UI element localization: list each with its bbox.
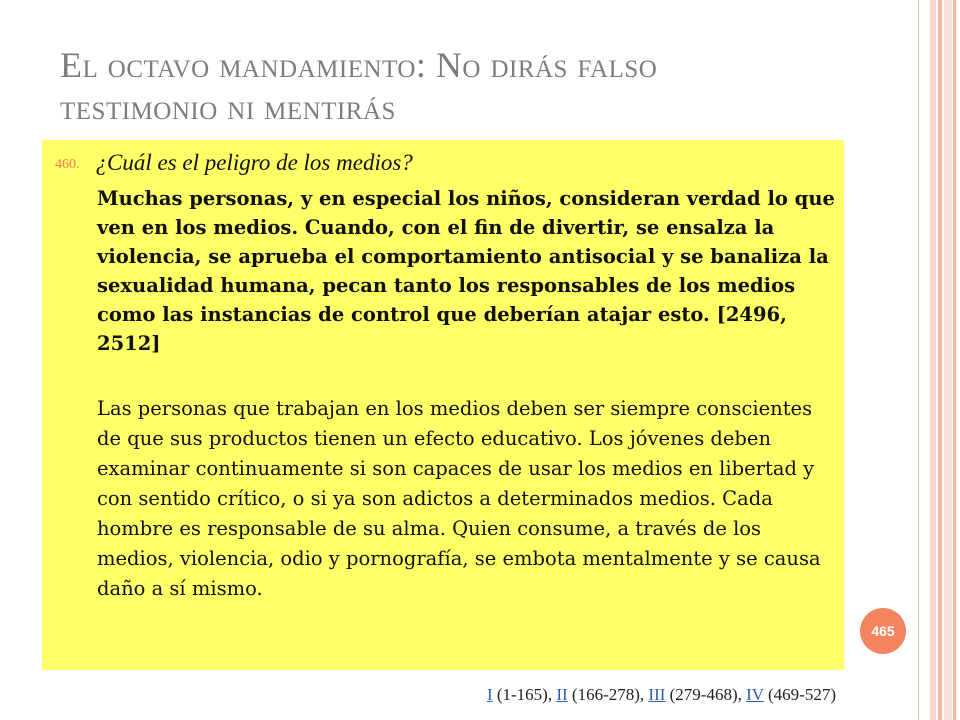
- answer-bold-paragraph: Muchas personas, y en especial los niños, consideran verdad lo que ven en los medios. Cuando, con el fin de divertir, se ensalza la violencia, se aprueba el comportamiento antisocial y se banaliza la sexualidad humana, pecan tanto los responsables de los medios como las instancias de control que deberían atajar esto. [2496, 2512]: [97, 187, 835, 355]
- footer-range-iv: (469-527): [763, 685, 836, 704]
- footer-volume-links: [487, 685, 836, 705]
- footer-link-ii[interactable]: II: [556, 685, 568, 704]
- page-number-badge: 465: [860, 608, 906, 654]
- border-stripe: [930, 0, 936, 720]
- slide-title: [60, 44, 880, 128]
- border-stripe: [944, 0, 952, 720]
- footer-range-iii: (279-468),: [665, 685, 747, 704]
- slide-title-line-2: testimonio ni mentirás: [60, 87, 396, 127]
- border-line: [918, 0, 919, 720]
- footer-link-iv[interactable]: IV: [746, 685, 764, 704]
- answer-paragraph: Las personas que trabajan en los medios deben ser siempre conscientes de que sus productos tienen un efecto educativo. Los jóvenes deben examinar continuamente si son capaces de usar los medios en libertad y con sentido crítico, o si ya son adictos a determinados medios. Cada hombre es responsable de su alma. Quien consume, a través de los medios, violencia, odio y pornografía, se embota mentalmente y se causa daño a sí mismo.: [97, 397, 821, 600]
- footer-link-iii[interactable]: III: [648, 685, 666, 704]
- border-stripe: [938, 0, 942, 720]
- slide-title-line-1: El octavo mandamiento: No dirás falso: [60, 45, 658, 85]
- footer-link-i[interactable]: I: [486, 685, 493, 704]
- question-text: ¿Cuál es el peligro de los medios?: [95, 150, 413, 175]
- footer-range-ii: (166-278),: [567, 685, 649, 704]
- question-number: 460.: [55, 157, 80, 172]
- border-stripe: [953, 0, 956, 720]
- footer-range-i: (1-165),: [492, 685, 557, 704]
- question: [55, 150, 825, 178]
